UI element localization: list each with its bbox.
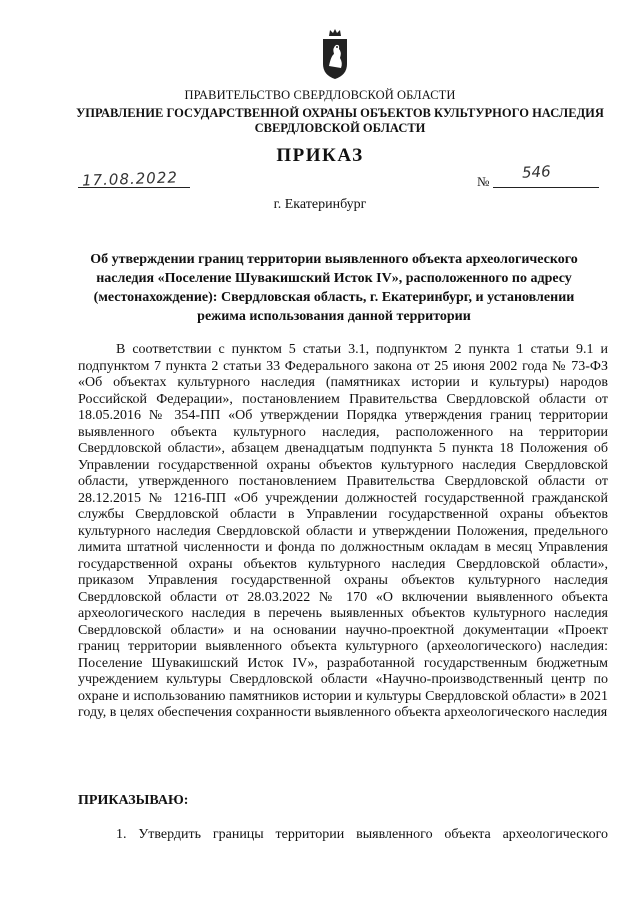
number-label: № <box>477 174 490 189</box>
handwritten-date: 17.08.2022 <box>81 168 179 190</box>
order-item-1: 1. Утвердить границы территории выявленного объекта археологического <box>116 827 608 842</box>
number-underline <box>493 187 599 188</box>
order-directive: ПРИКАЗЫВАЮ: <box>78 793 189 808</box>
government-name: ПРАВИТЕЛЬСТВО СВЕРДЛОВСКОЙ ОБЛАСТИ <box>184 88 456 102</box>
document-type-title: ПРИКАЗ <box>276 145 364 166</box>
preamble-paragraph: В соответствии с пунктом 5 статьи 3.1, подпунктом 2 пункта 1 статьи 9.1 и подпунктом 7 пункта 2 статьи 33 Федерального закона от 25 июня 2002 года № 73-ФЗ «Об объектах культурного наследия (памятниках истории и культуры) народов Российской Федерации», постановлением Правительства Свердловской области от 18.05.2016 № 354-ПП «Об утверждении Порядка утверждения границ территории выявленного объекта культурного наследия, расположенного на территории Свердловской области», абзацем двенадцатым подпункта 5 пункта 18 Положения об Управлении государственной охраны объектов культурного наследия Свердловской области, утвержденного постановлением Правительства Свердловской области от 28.12.2015 № 1216-ПП «Об учреждении должностей государственной гражданской службы Свердловской области в Управлении государственной охраны объектов культурного наследия Свердловской области и утверждении Положения, предельного лимита штатной численности и фонда по должностным окладам в месяц Управления государственной охраны объектов культурного наследия Свердловской области», приказом Управления государственной охраны объектов культурного наследия Свердловской области от 28.03.2022 № 170 «О включении выявленного объекта археологического наследия в перечень выявленных объектов культурного наследия Свердловской области» и на основании научно-проектной документации «Проект границ территории выявленного объекта культурного (археологического) наследия: Поселение Шувакишский Исток IV», разработанной государственным бюджетным учреждением культуры Свердловской области «Научно-производственный центр по охране и использованию памятников истории и культуры Свердловской области» в 2021 году, в целях обеспечения сохранности выявленного объекта археологического наследия <box>78 342 608 720</box>
date-underline <box>78 187 190 188</box>
department-name: УПРАВЛЕНИЕ ГОСУДАРСТВЕННОЙ ОХРАНЫ ОБЪЕКТОВ КУЛЬТУРНОГО НАСЛЕДИЯ СВЕРДЛОВСКОЙ ОБЛАСТИ <box>76 106 604 135</box>
handwritten-number: 546 <box>521 162 552 182</box>
coat-of-arms-emblem-icon <box>320 28 350 80</box>
city-name: г. Екатеринбург <box>273 197 367 212</box>
order-subject-heading: Об утверждении границ территории выявленного объекта археологического наследия «Поселение Шувакишский Исток IV», расположенного по адресу (местонахождение): Свердловская область, г. Екатеринбург, и установлении режима использования данной территории <box>90 252 578 324</box>
